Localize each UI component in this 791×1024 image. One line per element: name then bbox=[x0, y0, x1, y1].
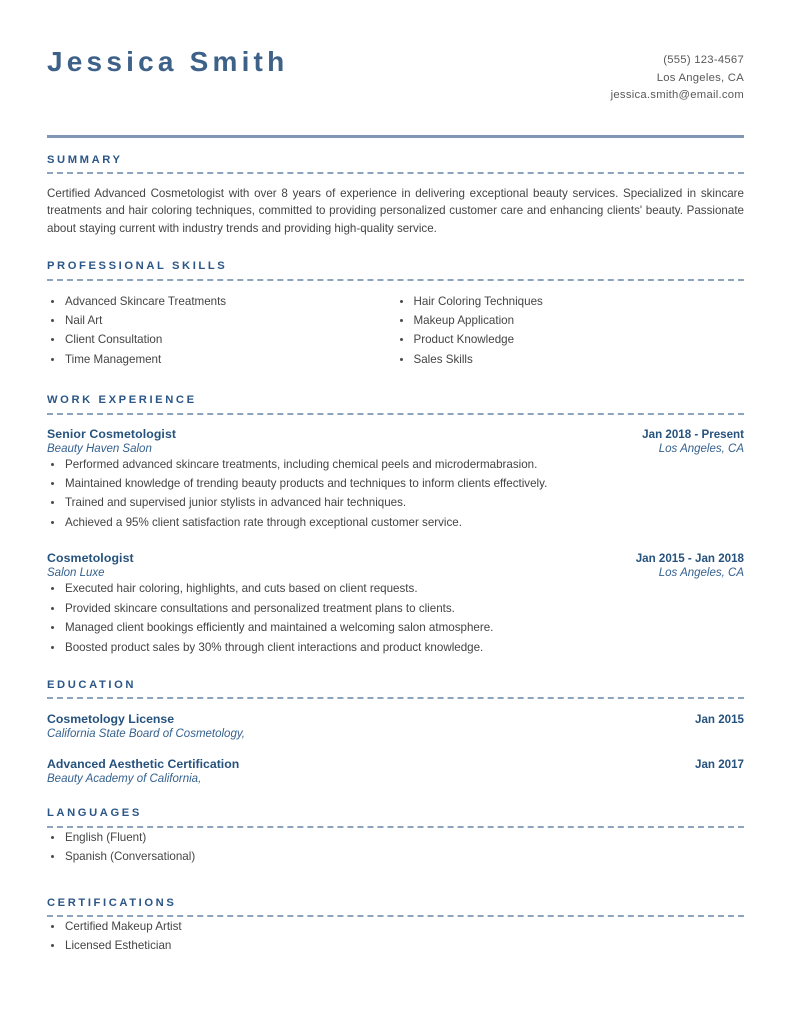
list-item: Sales Skills bbox=[396, 350, 745, 369]
list-item: Hair Coloring Techniques bbox=[396, 292, 745, 311]
work-entry bbox=[47, 551, 744, 657]
list-item: Spanish (Conversational) bbox=[47, 847, 744, 866]
work-entry-header bbox=[47, 551, 744, 565]
languages-list bbox=[47, 828, 744, 867]
list-item: Maintained knowledge of trending beauty products and techniques to inform clients effectively. bbox=[47, 474, 744, 493]
list-item: Provided skincare consultations and personalized treatment plans to clients. bbox=[47, 599, 744, 618]
section-education bbox=[47, 679, 744, 785]
contact-email: jessica.smith@email.com bbox=[610, 89, 744, 101]
work-entry-header bbox=[47, 427, 744, 441]
job-bullet-list bbox=[47, 455, 744, 533]
education-degree: Cosmetology License bbox=[47, 712, 175, 727]
list-item: Nail Art bbox=[47, 311, 396, 330]
contact-block bbox=[611, 46, 744, 105]
list-item: Trained and supervised junior stylists in advanced hair techniques. bbox=[47, 493, 744, 512]
section-summary bbox=[47, 154, 744, 238]
section-work-experience bbox=[47, 394, 744, 657]
education-entry bbox=[47, 757, 744, 785]
list-item: English (Fluent) bbox=[47, 828, 744, 847]
education-entry bbox=[47, 712, 744, 740]
education-degree: Advanced Aesthetic Certification bbox=[47, 757, 240, 772]
section-divider-work bbox=[47, 413, 744, 415]
job-title: Senior Cosmetologist bbox=[47, 426, 177, 441]
list-item: Executed hair coloring, highlights, and cuts based on client requests. bbox=[47, 579, 744, 598]
job-dates: Jan 2018 - Present bbox=[642, 427, 744, 441]
job-company: Salon Luxe bbox=[47, 567, 105, 580]
work-entry-subheader bbox=[47, 443, 744, 455]
section-title-certifications: CERTIFICATIONS bbox=[47, 896, 177, 909]
section-languages bbox=[47, 807, 744, 866]
resume-header bbox=[47, 40, 744, 105]
job-location: Los Angeles, CA bbox=[658, 442, 744, 455]
list-item: Certified Makeup Artist bbox=[47, 917, 744, 936]
summary-text: Certified Advanced Cosmetologist with over 8 years of experience in delivering exceptional beauty services. Specialized in skincare treatments and hair coloring techniques, committed to providing personalized customer care and enhancing clients' beauty. Passionate about staying current with industry trends and providing high-quality service. bbox=[47, 186, 744, 235]
list-item: Time Management bbox=[47, 350, 396, 369]
list-item: Managed client bookings efficiently and maintained a welcoming salon atmosphere. bbox=[47, 618, 744, 637]
certifications-list bbox=[47, 917, 744, 956]
job-bullet-list bbox=[47, 579, 744, 657]
list-item: Client Consultation bbox=[47, 330, 396, 349]
education-school: California State Board of Cosmetology, bbox=[47, 728, 245, 741]
education-entry-header bbox=[47, 757, 744, 771]
header-divider bbox=[47, 135, 744, 138]
skills-column-left bbox=[47, 292, 396, 370]
skills-columns bbox=[47, 292, 744, 370]
section-professional-skills bbox=[47, 260, 744, 369]
section-title-skills: PROFESSIONAL SKILLS bbox=[47, 260, 228, 273]
job-dates: Jan 2015 - Jan 2018 bbox=[635, 552, 744, 566]
contact-location: Los Angeles, CA bbox=[656, 71, 744, 84]
section-title-languages: LANGUAGES bbox=[47, 807, 142, 820]
section-certifications bbox=[47, 897, 744, 956]
contact-phone: (555) 123-4567 bbox=[663, 54, 744, 66]
list-item: Achieved a 95% client satisfaction rate through exceptional customer service. bbox=[47, 513, 744, 532]
list-item: Makeup Application bbox=[396, 311, 745, 330]
job-company: Beauty Haven Salon bbox=[47, 442, 152, 455]
education-school: Beauty Academy of California, bbox=[47, 773, 202, 786]
section-divider-skills bbox=[47, 279, 744, 281]
list-item: Boosted product sales by 30% through client interactions and product knowledge. bbox=[47, 638, 744, 657]
skills-column-right bbox=[396, 292, 745, 370]
job-title: Cosmetologist bbox=[47, 551, 134, 566]
work-entry bbox=[47, 427, 744, 533]
work-entry-subheader bbox=[47, 567, 744, 579]
education-entry-header bbox=[47, 712, 744, 726]
list-item: Performed advanced skincare treatments, including chemical peels and microdermabrasion. bbox=[47, 455, 744, 474]
education-date: Jan 2017 bbox=[695, 758, 744, 772]
education-date: Jan 2015 bbox=[695, 713, 744, 727]
job-location: Los Angeles, CA bbox=[658, 567, 744, 580]
section-divider-summary bbox=[47, 172, 744, 174]
section-title-education: EDUCATION bbox=[47, 678, 137, 691]
section-title-summary: SUMMARY bbox=[47, 153, 123, 166]
section-divider-education bbox=[47, 697, 744, 699]
list-item: Licensed Esthetician bbox=[47, 936, 744, 955]
list-item: Advanced Skincare Treatments bbox=[47, 292, 396, 311]
candidate-name: Jessica Smith bbox=[47, 46, 289, 77]
section-title-work: WORK EXPERIENCE bbox=[47, 394, 197, 407]
list-item: Product Knowledge bbox=[396, 330, 745, 349]
